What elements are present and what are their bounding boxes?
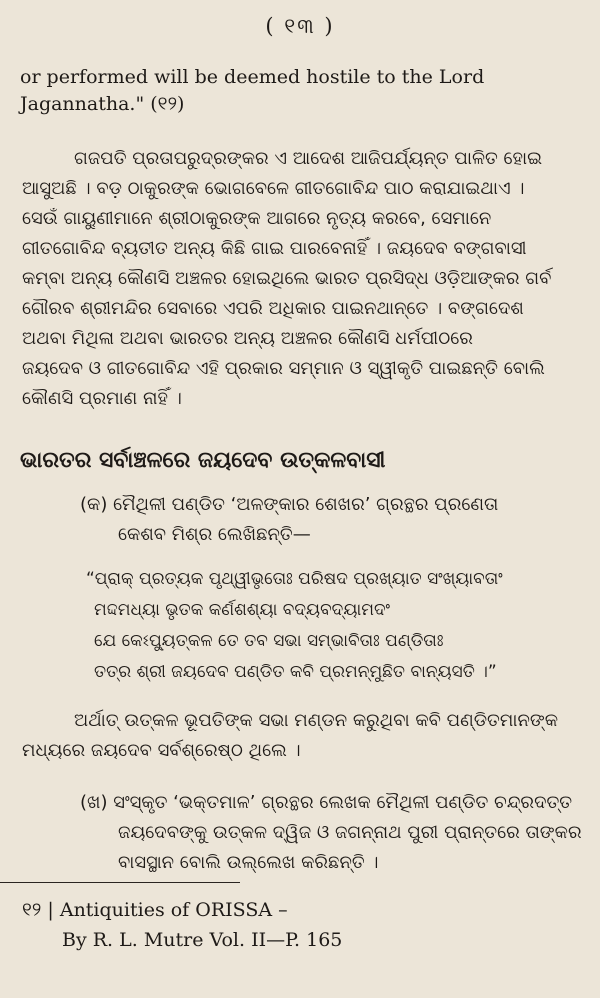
paragraph-1-line: ଗଜପତି ପ୍ରତାପରୁଦ୍ରଙ୍କର ଏ ଆଦେଶ ଆଜିପର୍ଯ୍ୟନ୍ତ ପାଳିତ ହୋଇ (74, 148, 543, 169)
english-quote-line-1: or performed will be deemed hostile to the Lord (20, 66, 485, 88)
verse-line: ମଦ୍ଦମଧ୍ୟା ଭୃତକ କର୍ଣଶଶ୍ୟା ବଦ୍ୟବଦ୍ୟାମଦଂ (94, 600, 391, 620)
paragraph-2-line: ମଧ୍ୟରେ ଜୟଦେବ ସର୍ବଶ୍ରେଷ୍ଠ ଥିଲେ । (22, 740, 301, 761)
list-item-ka (80, 490, 585, 550)
paragraph-1 (22, 144, 590, 414)
verse-line: “ପ୍ରାକ୍ ପ୍ରତ୍ୟକ ପୃଥ୍ୱୀଭୃତୋଃ ପରିଷଦ ପ୍ରଖ୍ୟାତ ସଂଖ୍ୟାବତାଂ (86, 569, 503, 589)
verse-line: ତତ୍ର ଶ୍ରୀ ଜୟଦେବ ପଣ୍ଡିତ କବି ପ୍ରମନ୍ମୁଛିତ ବାନ୍ୟସତି ।” (94, 662, 497, 682)
footnote-line-2: By R. L. Mutre Vol. II—P. 165 (62, 929, 343, 951)
list-item-ka-line: କେଶବ ମିଶ୍ର ଲେଖିଛନ୍ତି— (118, 524, 311, 545)
list-item-kha (80, 788, 585, 878)
paragraph-1-line: କୌଣସି ପ୍ରମାଣ ନାହିଁ । (22, 388, 182, 409)
english-quote (20, 64, 590, 118)
footnote-divider (0, 882, 240, 883)
list-item-kha-line: ଜୟଦେବଙ୍କୁ ଉତ୍କଳ ଦ୍ୱିଜ ଓ ଜଗନ୍ନାଥ ପୁରୀ ପ୍ରାନ୍ତରେ ତାଙ୍କର (118, 822, 582, 843)
footnote-line-1: ୧୨ | Antiquities of ORISSA – (22, 899, 288, 921)
list-item-ka-line: (କ) ମୈଥିଳୀ ପଣ୍ଡିତ ‘ଅଳଙ୍କାର ଶେଖର’ ଗ୍ରନ୍ଥର ପ୍ରଣେତା (80, 494, 499, 515)
list-item-kha-line: (ଖ) ସଂସ୍କୃତ ‘ଭକ୍ତମାଳ’ ଗ୍ରନ୍ଥର ଲେଖକ ମୈଥିଳୀ ପଣ୍ଡିତ ଚନ୍ଦ୍ରଦତ୍ତ (80, 792, 573, 813)
paragraph-1-line: ସେଉଁ ଗାୟୁଣୀମାନେ ଶ୍ରୀଠାକୁରଙ୍କ ଆଗରେ ନୃତ୍ୟ କରବେ, ସେମାନେ (22, 208, 492, 229)
verse-line: ଯେ କେଽପ୍ୟୁତ୍କଳ ତେ ତବ ସଭା ସମ୍ଭାବିତାଃ ପଣ୍ଡିତାଃ (94, 631, 444, 651)
paragraph-2 (22, 706, 590, 766)
paragraph-1-line: ଅଥବା ମିଥିଳା ଅଥବା ଭାରତର ଅନ୍ୟ ଅଞ୍ଚଳର କୌଣସି ଧର୍ମପୀଠରେ (22, 328, 473, 349)
english-quote-line-2: Jagannatha." (୧୨) (20, 93, 185, 115)
list-item-kha-line: ବାସସ୍ଥାନ ବୋଲି ଉଲ୍ଲେଖ କରିଛନ୍ତି । (118, 852, 379, 873)
paragraph-1-line: କମ୍ବା ଅନ୍ୟ କୌଣସି ଅଞ୍ଚଳର ହୋଇଥିଲେ ଭାରତ ପ୍ରସିଦ୍ଧ ଓଡ଼ିଆଙ୍କର ଗର୍ବ (22, 268, 552, 289)
sanskrit-verse (86, 564, 586, 688)
paragraph-2-line: ଅର୍ଥାତ୍ ଉତ୍କଳ ଭୂପତିଙ୍କ ସଭା ମଣ୍ଡନ କରୁଥିବା କବି ପଣ୍ଡିତମାନଙ୍କ (74, 710, 559, 731)
paragraph-1-line: ଗୀତଗୋବିନ୍ଦ ବ୍ୟତୀତ ଅନ୍ୟ କିଛି ଗାଇ ପାରବେନାହିଁ । ଜୟଦେବ ବଙ୍ଗବାସୀ (22, 238, 527, 259)
page-number: ( ୧୩ ) (265, 14, 335, 38)
section-heading: ଭାରତର ସର୍ବାଞ୍ଚଳରେ ଜୟଦେବ ଉତ୍କଳବାସୀ (20, 448, 386, 473)
paragraph-1-line: ଜୟଦେବ ଓ ଗୀତଗୋବିନ୍ଦ ଏହି ପ୍ରକାର ସମ୍ମାନ ଓ ସ୍ୱୀକୃତି ପାଇଛନ୍ତି ବୋଲି (22, 358, 545, 379)
paragraph-1-line: ଆସୁଅଛି । ବଡ଼ ଠାକୁରଙ୍କ ଭୋଗବେଳେ ଗୀତଗୋବିନ୍ଦ ପାଠ କରାଯାଇଥାଏ । (22, 178, 525, 199)
paragraph-1-line: ଗୌରବ ଶ୍ରୀମନ୍ଦିର ସେବାରେ ଏପରି ଅଧିକାର ପାଇନଥାନ୍ତେ । ବଙ୍ଗଦେଶ (22, 298, 524, 319)
